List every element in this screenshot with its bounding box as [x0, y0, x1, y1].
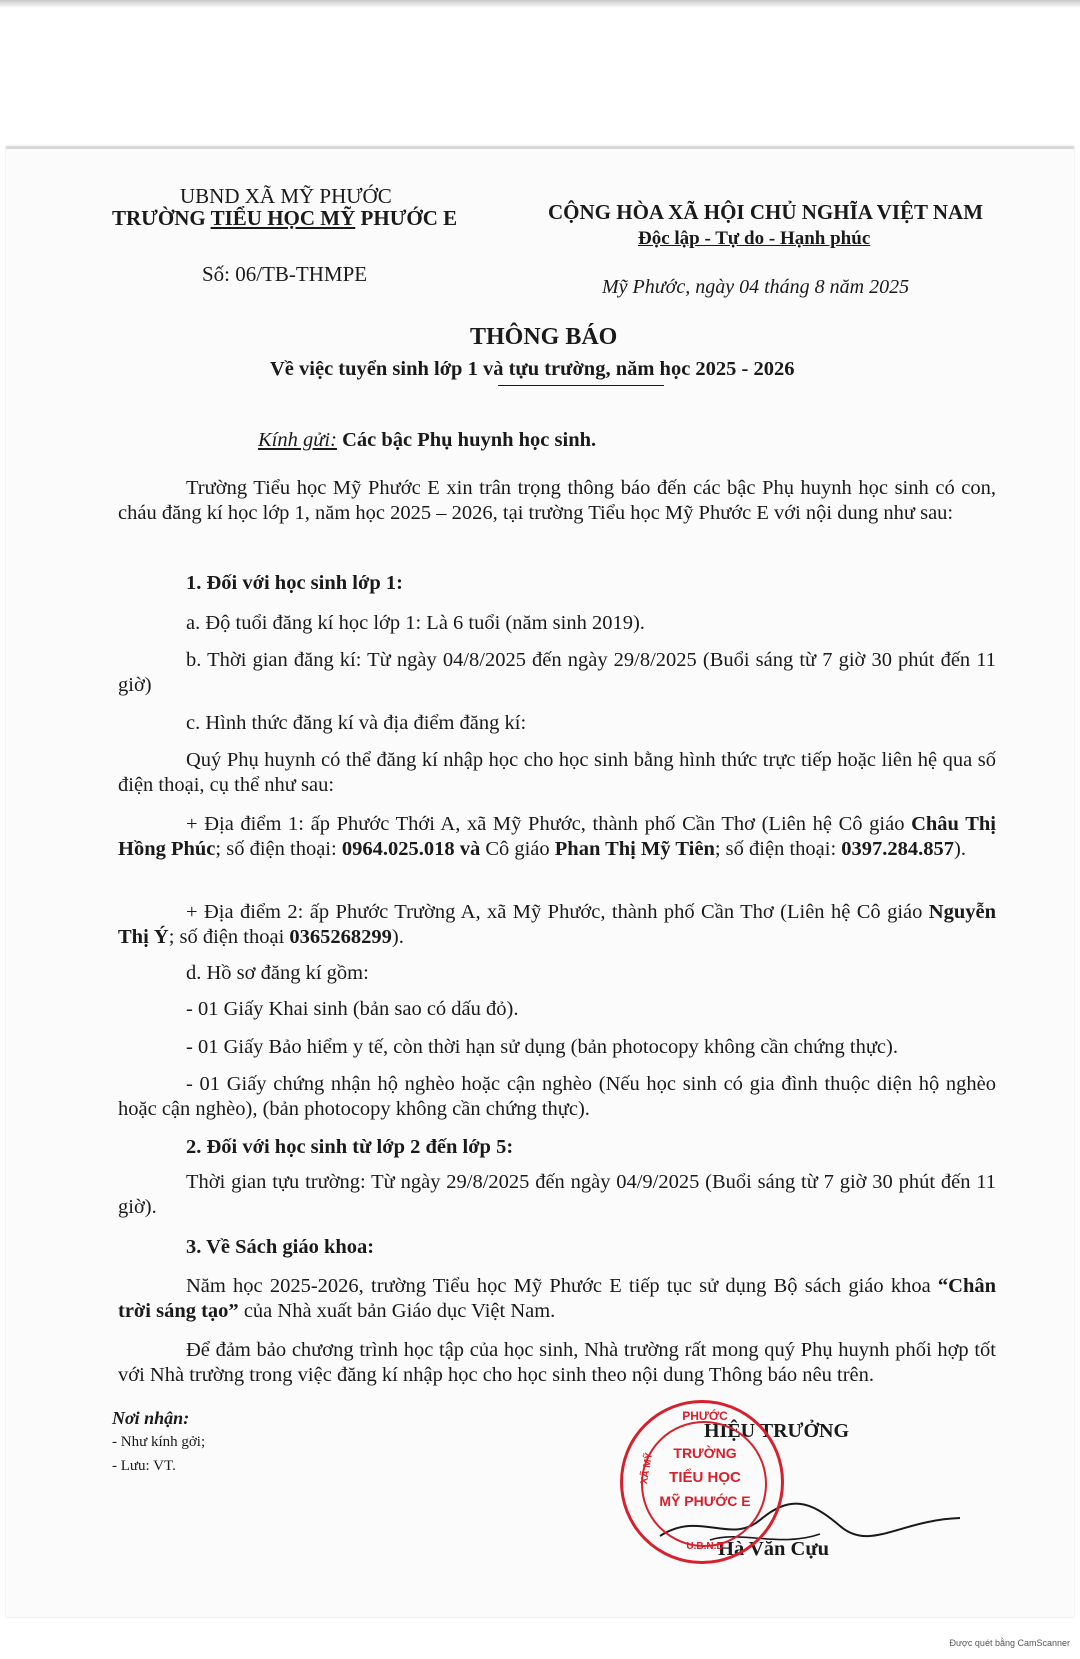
- scanner-watermark: Được quét bằng CamScanner: [949, 1638, 1070, 1648]
- national-motto: Độc lập - Tự do - Hạnh phúc: [638, 228, 871, 249]
- stamp-top-text: PHƯỚC: [682, 1409, 728, 1423]
- location-2: + Địa điểm 2: ấp Phước Trường A, xã Mỹ Phước, thành phố Cần Thơ (Liên hệ Cô giáo Nguyễn Thị Ý; số điện thoại 0365268299).: [118, 901, 996, 948]
- section1-item-c-text: Quý Phụ huynh có thể đăng kí nhập học cho học sinh bằng hình thức trực tiếp hoặc liên hệ qua số điện thoại, cụ thể như sau:: [118, 749, 996, 796]
- closing-paragraph: Để đảm bảo chương trình học tập của học sinh, Nhà trường rất mong quý Phụ huynh phối hợp tốt với Nhà trường trong việc đăng kí nhập học cho học sinh theo nội dung Thông báo nêu trên.: [118, 1339, 996, 1386]
- document-date: Mỹ Phước, ngày 04 tháng 8 năm 2025: [602, 276, 910, 298]
- document-item-3: - 01 Giấy chứng nhận hộ nghèo hoặc cận nghèo (Nếu học sinh có gia đình thuộc diện hộ nghèo hoặc cận nghèo), (bản photocopy không cần chứng thực).: [118, 1073, 996, 1120]
- recipient-item: - Lưu: VT.: [112, 1458, 176, 1474]
- document-title: THÔNG BÁO: [470, 324, 618, 350]
- section3-text: Năm học 2025-2026, trường Tiểu học Mỹ Phước E tiếp tục sử dụng Bộ sách giáo khoa “Chân trời sáng tạo” của Nhà xuất bản Giáo dục Việt Nam.: [118, 1275, 996, 1322]
- location-1: + Địa điểm 1: ấp Phước Thới A, xã Mỹ Phước, thành phố Cần Thơ (Liên hệ Cô giáo Châu Thị Hồng Phúc; số điện thoại: 0964.025.018 và Cô giáo Phan Thị Mỹ Tiên; số điện thoại: 0397.284.857).: [118, 813, 996, 860]
- document-item-2: - 01 Giấy Bảo hiểm y tế, còn thời hạn sử dụng (bản photocopy không cần chứng thực).: [186, 1036, 898, 1058]
- recipient-item: - Như kính gởi;: [112, 1434, 206, 1450]
- section1-item-a: a. Độ tuổi đăng kí học lớp 1: Là 6 tuổi (năm sinh 2019).: [186, 612, 645, 634]
- document-subtitle: Về việc tuyển sinh lớp 1 và tựu trường, năm học 2025 - 2026: [270, 358, 795, 380]
- section1-item-c: c. Hình thức đăng kí và địa điểm đăng kí:: [186, 712, 527, 734]
- section1-item-d: d. Hồ sơ đăng kí gồm:: [186, 962, 369, 984]
- section2-text: Thời gian tựu trường: Từ ngày 29/8/2025 đến ngày 04/9/2025 (Buổi sáng từ 7 giờ 30 phút đến 11 giờ).: [118, 1171, 996, 1218]
- section3-heading: 3. Về Sách giáo khoa:: [186, 1236, 375, 1258]
- stamp-side-text: XÃ MỸ: [638, 1451, 656, 1486]
- section2-heading: 2. Đối với học sinh từ lớp 2 đến lớp 5:: [186, 1136, 514, 1158]
- stamp-line-level: TIỂU HỌC: [669, 1469, 741, 1486]
- national-title: CỘNG HÒA XÃ HỘI CHỦ NGHĨA VIỆT NAM: [548, 200, 984, 224]
- signer-title: HIỆU TRƯỞNG: [704, 1420, 850, 1442]
- recipients-label: Nơi nhận:: [112, 1408, 190, 1428]
- stamp-line-name: MỸ PHƯỚC E: [659, 1493, 751, 1509]
- section1-item-b: b. Thời gian đăng kí: Từ ngày 04/8/2025 đến ngày 29/8/2025 (Buổi sáng từ 7 giờ 30 phút đến 11 giờ): [118, 649, 996, 696]
- greeting: Kính gửi: Các bậc Phụ huynh học sinh.: [258, 429, 597, 451]
- stamp-line-school-type: TRƯỜNG: [673, 1445, 737, 1461]
- stamp-bottom-text: U.B.N.D: [686, 1541, 724, 1552]
- authority-name: UBND XÃ MỸ PHƯỚC: [180, 184, 392, 208]
- document-item-1: - 01 Giấy Khai sinh (bản sao có dấu đỏ).: [186, 998, 519, 1020]
- intro-paragraph: Trường Tiểu học Mỹ Phước E xin trân trọng thông báo đến các bậc Phụ huynh học sinh có con, cháu đăng kí học lớp 1, năm học 2025 – 2026, tại trường Tiểu học Mỹ Phước E với nội dung như sau:: [118, 477, 996, 524]
- section1-heading: 1. Đối với học sinh lớp 1:: [186, 572, 403, 594]
- official-stamp: [620, 1400, 784, 1564]
- document-number: Số: 06/TB-THMPE: [202, 262, 368, 286]
- school-name: TRƯỜNG TIỂU HỌC MỸ PHƯỚC E: [112, 206, 458, 230]
- subtitle-underline: [498, 385, 664, 386]
- top-shadow-bar: [0, 0, 1080, 8]
- signer-name: Hà Văn Cựu: [718, 1538, 830, 1560]
